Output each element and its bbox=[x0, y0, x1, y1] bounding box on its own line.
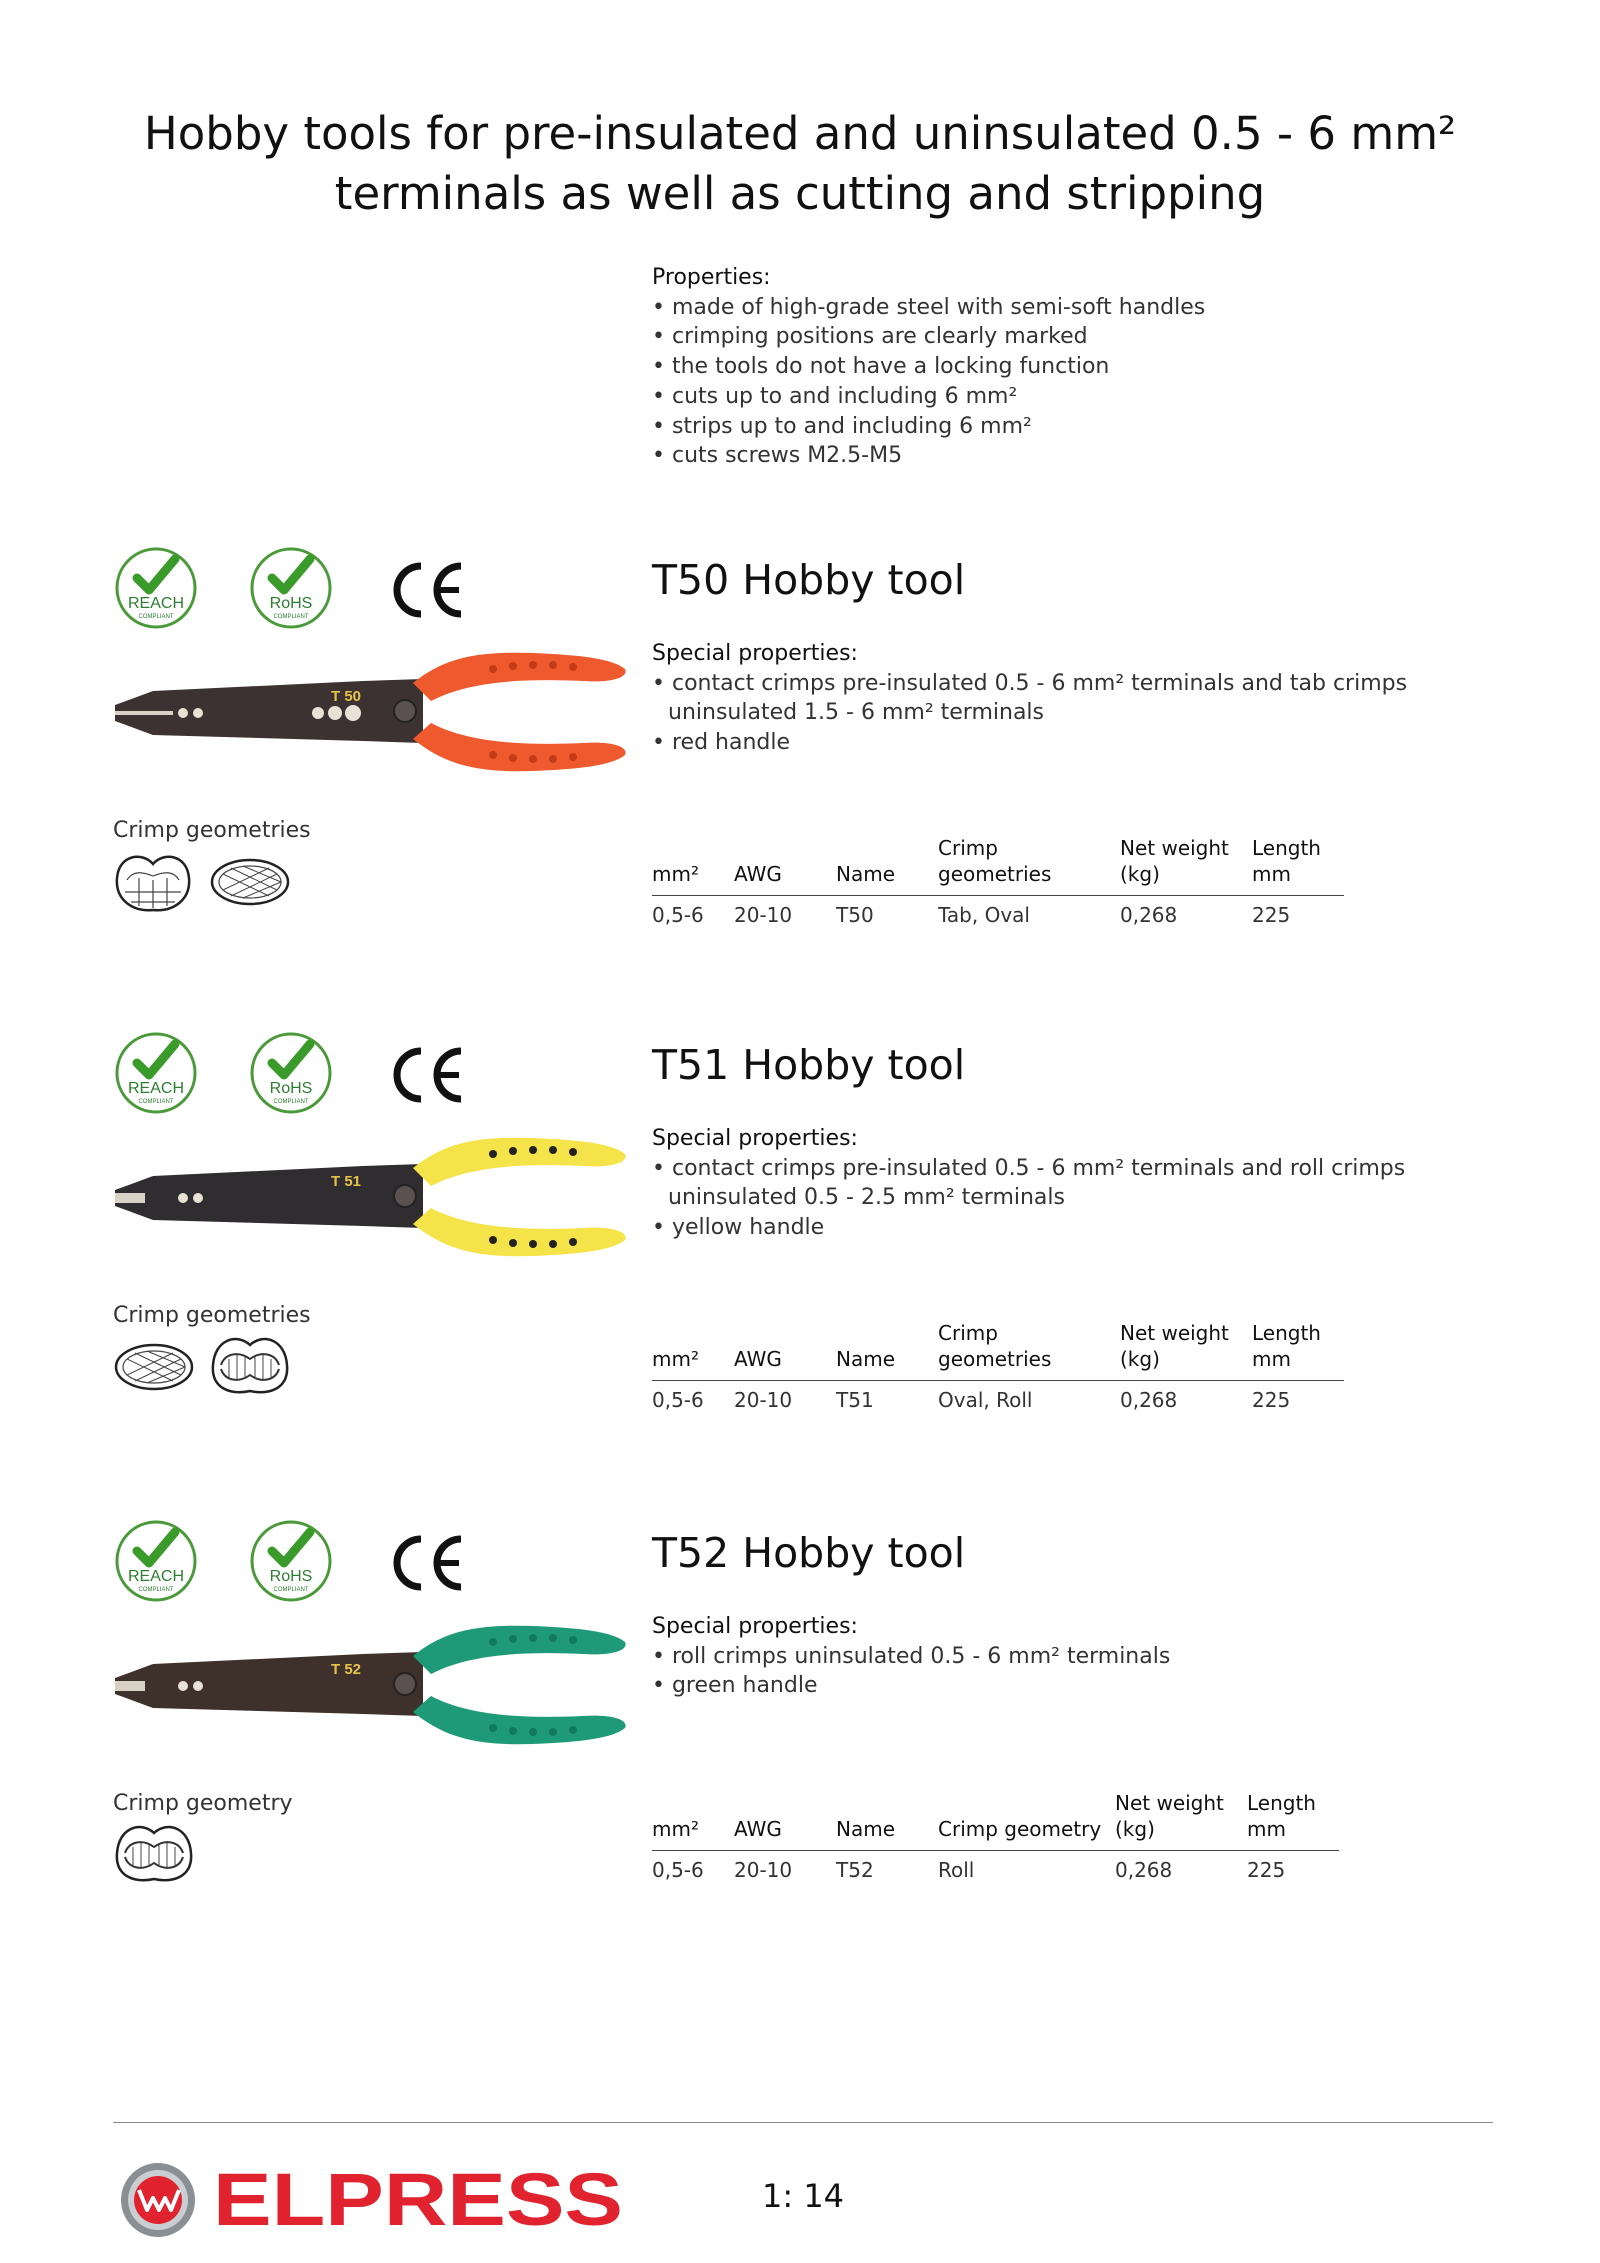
col-length bbox=[1252, 1320, 1344, 1381]
special-property-item: • roll crimps uninsulated 0.5 - 6 mm² terminals bbox=[652, 1643, 1171, 1669]
length-unit: mm bbox=[1252, 1347, 1291, 1371]
reach-label: REACH bbox=[127, 1568, 185, 1585]
rohs-compliant-label: COMPLIANT bbox=[273, 1587, 309, 1593]
length-unit: mm bbox=[1252, 862, 1291, 886]
col-crimp-geometry: Crimp geometry bbox=[938, 1790, 1115, 1851]
property-item: • strips up to and including 6 mm² bbox=[652, 413, 1032, 439]
reach-compliant-label: COMPLIANT bbox=[138, 1587, 174, 1593]
length-line: Length bbox=[1252, 836, 1321, 860]
length-line: Length bbox=[1252, 1321, 1321, 1345]
tool-title: T52 Hobby tool bbox=[652, 1529, 966, 1577]
special-properties-heading: Special properties: bbox=[652, 1126, 858, 1151]
elpress-logo bbox=[113, 2160, 633, 2240]
col-crimp-geometry: Crimp geometries bbox=[938, 1320, 1120, 1381]
page-title bbox=[0, 104, 1600, 224]
reach-compliant-label: COMPLIANT bbox=[138, 614, 174, 620]
cell-weight: 0,268 bbox=[1120, 1388, 1178, 1412]
cell-geometry: Oval, Roll bbox=[938, 1388, 1033, 1412]
reach-badge-icon bbox=[113, 1030, 199, 1116]
page-title-line-1: Hobby tools for pre-insulated and uninsulated 0.5 - 6 mm² bbox=[143, 107, 1457, 160]
col-awg: AWG bbox=[734, 835, 836, 896]
special-properties-heading: Special properties: bbox=[652, 641, 858, 666]
cell-awg: 20-10 bbox=[734, 1858, 793, 1882]
property-item: • crimping positions are clearly marked bbox=[652, 324, 1088, 350]
cell-name: T51 bbox=[836, 1388, 874, 1412]
special-property-item: • red handle bbox=[652, 730, 791, 756]
cell-length: 225 bbox=[1252, 1388, 1291, 1412]
col-mm2: mm² bbox=[652, 1790, 734, 1851]
net-weight-unit: (kg) bbox=[1120, 862, 1160, 886]
special-properties bbox=[652, 1612, 1512, 1701]
rohs-label: RoHS bbox=[269, 1080, 313, 1097]
cell-mm2: 0,5-6 bbox=[652, 1858, 704, 1882]
col-name: Name bbox=[836, 835, 938, 896]
tool-marking: T 52 bbox=[331, 1661, 362, 1678]
reach-compliant-label: COMPLIANT bbox=[138, 1099, 174, 1105]
net-weight-line: Net weight bbox=[1120, 836, 1229, 860]
crimping-tool-image bbox=[113, 645, 633, 785]
tool-marking: T 50 bbox=[331, 688, 362, 705]
property-item: • cuts screws M2.5-M5 bbox=[652, 443, 903, 469]
special-property-item: • contact crimps pre-insulated 0.5 - 6 mm² terminals and tab crimps uninsulated 1.5 - 6 mm² terminals bbox=[652, 670, 1408, 726]
crimping-tool-image bbox=[113, 1618, 633, 1758]
brand-name: ELPRESS bbox=[213, 2160, 623, 2240]
col-net-weight bbox=[1115, 1790, 1247, 1851]
general-properties bbox=[652, 263, 1412, 471]
crimp-geometry-label: Crimp geometry bbox=[113, 1791, 293, 1816]
certification-badges bbox=[113, 1030, 473, 1120]
tool-section-t52 bbox=[0, 1518, 1600, 1938]
special-properties-heading: Special properties: bbox=[652, 1614, 858, 1639]
cell-length: 225 bbox=[1247, 1858, 1286, 1882]
tab-crimp-icon bbox=[113, 850, 193, 914]
tool-handle-lower bbox=[413, 1696, 626, 1744]
properties-heading: Properties: bbox=[652, 265, 771, 290]
col-net-weight bbox=[1120, 1320, 1252, 1381]
ce-mark-icon bbox=[381, 560, 465, 620]
rohs-label: RoHS bbox=[269, 595, 313, 612]
col-name: Name bbox=[836, 1790, 938, 1851]
tool-handle-upper bbox=[413, 1626, 626, 1674]
net-weight-line: Net weight bbox=[1120, 1321, 1229, 1345]
cell-weight: 0,268 bbox=[1115, 1858, 1173, 1882]
oval-crimp-icon bbox=[209, 850, 291, 914]
table-row bbox=[652, 1381, 1344, 1414]
ce-mark-icon bbox=[381, 1045, 465, 1105]
cell-length: 225 bbox=[1252, 903, 1291, 927]
col-awg: AWG bbox=[734, 1320, 836, 1381]
reach-label: REACH bbox=[127, 1080, 185, 1097]
rohs-compliant-label: COMPLIANT bbox=[273, 1099, 309, 1105]
cell-geometry: Roll bbox=[938, 1858, 975, 1882]
tool-handle-lower bbox=[413, 723, 626, 771]
property-item: • cuts up to and including 6 mm² bbox=[652, 383, 1018, 409]
net-weight-unit: (kg) bbox=[1120, 1347, 1160, 1371]
cell-awg: 20-10 bbox=[734, 903, 793, 927]
table-row bbox=[652, 896, 1344, 929]
reach-badge-icon bbox=[113, 1518, 199, 1604]
crimp-geometries-label: Crimp geometries bbox=[113, 818, 311, 843]
cell-name: T50 bbox=[836, 903, 874, 927]
tool-title: T50 Hobby tool bbox=[652, 556, 966, 604]
special-property-item: • contact crimps pre-insulated 0.5 - 6 mm² terminals and roll crimps uninsulated 0.5 - 2.5 mm² terminals bbox=[652, 1155, 1406, 1211]
table-header-row bbox=[652, 835, 1344, 896]
elpress-emblem-icon bbox=[121, 2163, 195, 2237]
special-property-item: • yellow handle bbox=[652, 1215, 825, 1241]
col-mm2: mm² bbox=[652, 835, 734, 896]
tool-title: T51 Hobby tool bbox=[652, 1041, 966, 1089]
tool-section-t51 bbox=[0, 1030, 1600, 1450]
rohs-badge-icon bbox=[248, 1030, 334, 1116]
length-unit: mm bbox=[1247, 1817, 1286, 1841]
tool-marking: T 51 bbox=[331, 1173, 362, 1190]
special-properties bbox=[652, 1124, 1512, 1243]
crimp-geometries-label: Crimp geometries bbox=[113, 1303, 311, 1328]
roll-crimp-icon bbox=[113, 1823, 195, 1887]
cell-geometry: Tab, Oval bbox=[938, 903, 1030, 927]
cell-mm2: 0,5-6 bbox=[652, 1388, 704, 1412]
tool-section-t50 bbox=[0, 545, 1600, 965]
col-length bbox=[1247, 1790, 1339, 1851]
special-property-item: • green handle bbox=[652, 1673, 818, 1699]
crimping-tool-image bbox=[113, 1130, 633, 1270]
spec-table bbox=[652, 835, 1344, 928]
col-crimp-geometry: Crimp geometries bbox=[938, 835, 1120, 896]
certification-badges bbox=[113, 1518, 473, 1608]
col-mm2: mm² bbox=[652, 1320, 734, 1381]
length-line: Length bbox=[1247, 1791, 1316, 1815]
footer-divider bbox=[113, 2122, 1493, 2123]
reach-badge-icon bbox=[113, 545, 199, 631]
rohs-compliant-label: COMPLIANT bbox=[273, 614, 309, 620]
col-awg: AWG bbox=[734, 1790, 836, 1851]
tool-handle-lower bbox=[413, 1208, 626, 1256]
tool-handle-upper bbox=[413, 1138, 626, 1186]
tool-handle-upper bbox=[413, 653, 626, 701]
spec-table bbox=[652, 1790, 1339, 1883]
table-row bbox=[652, 1851, 1339, 1884]
cell-mm2: 0,5-6 bbox=[652, 903, 704, 927]
reach-label: REACH bbox=[127, 595, 185, 612]
net-weight-line: Net weight bbox=[1115, 1791, 1224, 1815]
spec-table bbox=[652, 1320, 1344, 1413]
oval-crimp-icon bbox=[113, 1335, 195, 1399]
special-properties bbox=[652, 639, 1512, 758]
table-header-row bbox=[652, 1790, 1339, 1851]
rohs-badge-icon bbox=[248, 1518, 334, 1604]
rohs-label: RoHS bbox=[269, 1568, 313, 1585]
page-title-line-2: terminals as well as cutting and stripping bbox=[334, 167, 1266, 220]
property-item: • the tools do not have a locking function bbox=[652, 354, 1110, 380]
roll-crimp-icon bbox=[209, 1335, 291, 1399]
cell-weight: 0,268 bbox=[1120, 903, 1178, 927]
col-net-weight bbox=[1120, 835, 1252, 896]
cell-awg: 20-10 bbox=[734, 1388, 793, 1412]
table-header-row bbox=[652, 1320, 1344, 1381]
rohs-badge-icon bbox=[248, 545, 334, 631]
page-number: 1: 14 bbox=[762, 2177, 845, 2215]
property-item: • made of high-grade steel with semi-soft handles bbox=[652, 294, 1206, 320]
certification-badges bbox=[113, 545, 473, 635]
ce-mark-icon bbox=[381, 1533, 465, 1593]
col-name: Name bbox=[836, 1320, 938, 1381]
net-weight-unit: (kg) bbox=[1115, 1817, 1155, 1841]
cell-name: T52 bbox=[836, 1858, 874, 1882]
col-length bbox=[1252, 835, 1344, 896]
